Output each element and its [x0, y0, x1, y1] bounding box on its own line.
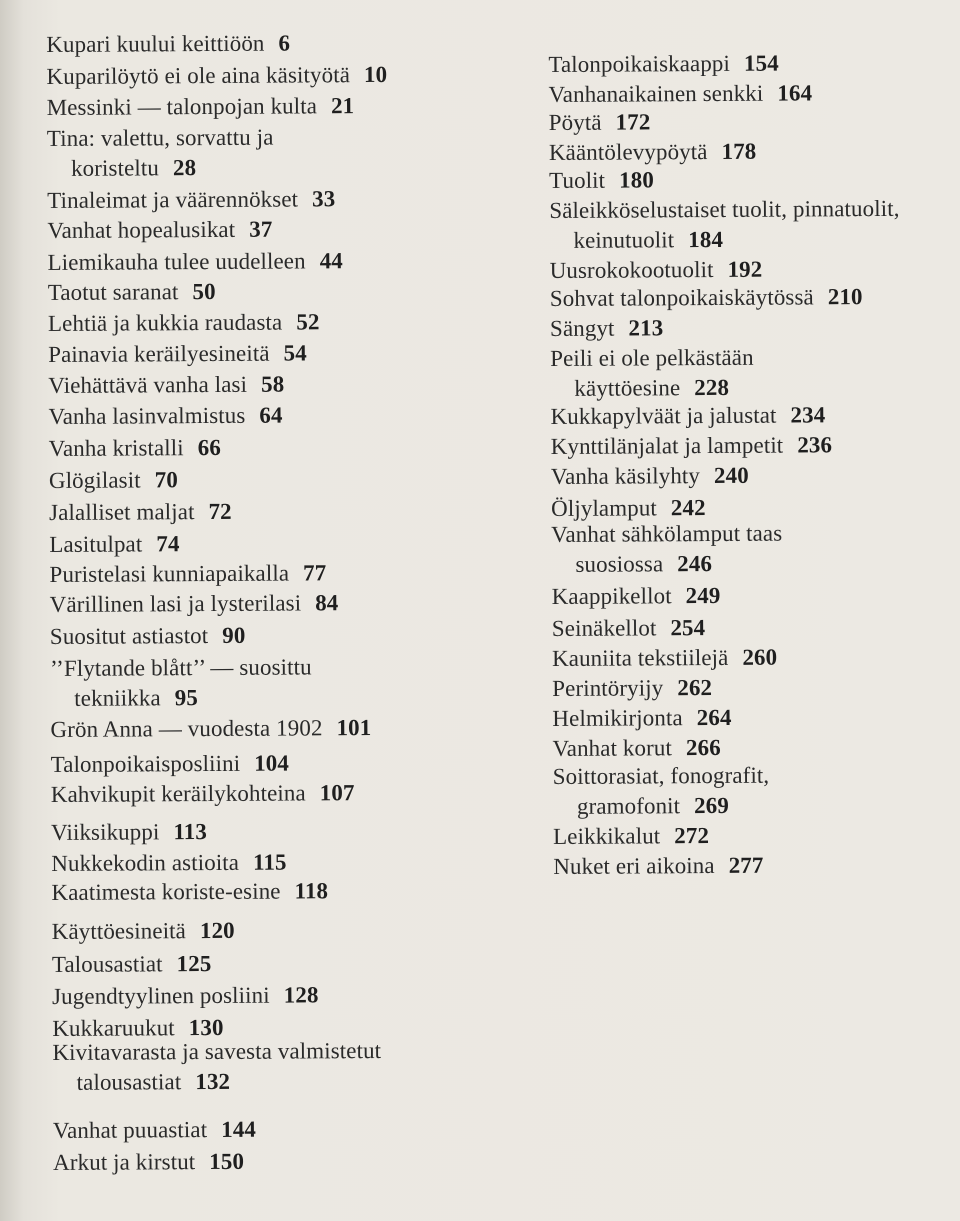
- toc-entry: [52, 949, 212, 980]
- toc-entry-title: Vanhat korut: [552, 735, 673, 761]
- toc-entry: [50, 652, 312, 714]
- toc-entry: [552, 703, 731, 734]
- toc-entry: [47, 123, 274, 184]
- toc-entry-title: Jugendtyylinen posliini: [52, 982, 270, 1009]
- toc-entry-page-number: 228: [694, 374, 730, 401]
- toc-entry-title: Kivitavarasta ja savesta valmistetut: [52, 1037, 382, 1065]
- toc-entry-title: Vanhat puuastiat: [52, 1117, 208, 1143]
- toc-entry: [49, 558, 326, 590]
- toc-entry: [49, 465, 178, 496]
- toc-entry: [48, 370, 284, 401]
- toc-entry-title: Seinäkellot: [551, 615, 657, 641]
- toc-entry-title: Suositut astiastot: [49, 623, 209, 649]
- toc-entry-title: Kupari kuului keittiöön: [46, 30, 265, 57]
- toc-entry-title: Kauniita tekstiilejä: [551, 644, 729, 671]
- toc-entry-page-number: 21: [330, 93, 355, 119]
- toc-entry: [49, 433, 221, 464]
- toc-entry: [550, 282, 863, 314]
- toc-entry-title: Kukkapylväät ja jalustat: [550, 402, 777, 429]
- toc-entry: [51, 848, 287, 879]
- toc-entry-title: Vanhat sähkölamput taas: [551, 520, 783, 547]
- toc-entry-title: Taotut saranat: [47, 279, 179, 305]
- toc-entry-page-number: 130: [188, 1014, 224, 1041]
- toc-entry-title: Perintöryijy: [552, 675, 664, 701]
- toc-entry-title: Tinaleimat ja väärennökset: [47, 186, 299, 213]
- toc-entry-page-number: 120: [199, 917, 235, 944]
- toc-entry-continuation-text: gramofonit: [576, 793, 681, 819]
- toc-entry-page-number: 84: [315, 590, 339, 616]
- toc-entry-title: Sohvat talonpoikaiskäytössä: [549, 284, 814, 311]
- toc-entry: [552, 673, 712, 704]
- toc-entry: [53, 1147, 244, 1178]
- toc-entry-title: ’’Flytande blått’’ — suosittu: [50, 654, 312, 681]
- toc-entry-continuation: [53, 1066, 382, 1098]
- toc-entry: [48, 307, 320, 339]
- toc-entry: [48, 338, 307, 370]
- toc-entry: [50, 713, 371, 745]
- toc-entry-title: Talonpoikaisposliini: [50, 750, 241, 777]
- toc-entry-title: Nuket eri aikoina: [553, 852, 715, 879]
- toc-entry-page-number: 54: [283, 340, 307, 366]
- toc-entry: [549, 194, 900, 256]
- toc-entry-page-number: 269: [694, 792, 730, 819]
- toc-entry-title: Tina: valettu, sorvattu ja: [46, 124, 274, 151]
- toc-entry: [51, 778, 355, 810]
- toc-entry-continuation-text: käyttöesine: [574, 375, 681, 401]
- toc-entry-title: Kaappikellot: [551, 583, 672, 609]
- toc-entry-page-number: 262: [677, 675, 713, 701]
- toc-entry-page-number: 70: [154, 467, 178, 493]
- toc-entry-page-number: 44: [319, 248, 343, 274]
- toc-entry-page-number: 264: [696, 704, 732, 731]
- toc-entry-page-number: 90: [222, 622, 246, 648]
- toc-entry: [551, 519, 782, 580]
- toc-entry-title: Vanhat hopealusikat: [47, 216, 236, 243]
- toc-entry-continuation-text: tekniikka: [74, 685, 161, 711]
- toc-entry-title: Käyttöesineitä: [51, 918, 187, 944]
- toc-entry-page-number: 113: [173, 819, 208, 845]
- toc-entry: [48, 277, 216, 308]
- toc-entry-page-number: 125: [176, 951, 212, 977]
- toc-entry-title: Talonpoikaiskaappi: [548, 50, 731, 77]
- toc-entry-page-number: 33: [312, 186, 336, 212]
- toc-entry: [549, 137, 757, 168]
- toc-entry: [553, 851, 763, 882]
- toc-entry-page-number: 184: [688, 226, 724, 253]
- toc-entry: [550, 343, 754, 404]
- toc-entry-continuation-text: koristeltu: [70, 155, 159, 181]
- toc-entry-page-number: 277: [728, 852, 764, 878]
- toc-entry: [551, 461, 749, 492]
- toc-entry-page-number: 104: [254, 750, 290, 776]
- toc-entry-title: Sängyt: [549, 315, 615, 341]
- toc-entry-page-number: 95: [174, 685, 199, 711]
- toc-entry-page-number: 128: [283, 982, 319, 1008]
- toc-entry-title: Jalalliset maljat: [49, 499, 195, 525]
- toc-entry: [46, 60, 387, 92]
- toc-entry-title: Vanhanaikainen senkki: [548, 80, 764, 107]
- toc-entry: [553, 761, 770, 822]
- toc-entry: [48, 246, 343, 278]
- toc-entry: [550, 400, 825, 432]
- toc-entry-title: Kuparilöytö ei ole aina käsityötä: [46, 62, 351, 89]
- toc-entry-title: Lehtiä ja kukkia raudasta: [47, 309, 283, 336]
- toc-entry-page-number: 172: [615, 109, 651, 135]
- toc-entry: [51, 749, 289, 780]
- toc-entry-page-number: 234: [790, 402, 826, 428]
- toc-entry: [552, 581, 721, 612]
- toc-entry-page-number: 144: [221, 1116, 257, 1142]
- toc-entry: [46, 29, 290, 60]
- toc-entry-page-number: 52: [296, 309, 320, 335]
- toc-entry-continuation: [47, 153, 274, 184]
- toc-entry-page-number: 115: [252, 849, 287, 875]
- toc-entry-title: Talousastiat: [51, 951, 163, 977]
- toc-entry: [52, 980, 319, 1012]
- toc-entry-continuation-text: suosiossa: [575, 551, 664, 577]
- toc-entry-page-number: 249: [685, 582, 721, 609]
- toc-entry-title: Kynttilänjalat ja lampetit: [550, 432, 784, 459]
- toc-entry-page-number: 37: [249, 216, 273, 242]
- toc-entry-continuation: [50, 682, 312, 714]
- toc-entry-page-number: 260: [742, 644, 778, 670]
- toc-entry-title: Vanha kristalli: [48, 435, 184, 461]
- toc-entry: [552, 613, 706, 644]
- toc-entry-continuation: [553, 791, 770, 822]
- toc-entry: [548, 78, 812, 110]
- toc-entry-page-number: 66: [197, 434, 222, 461]
- toc-entry-title: Vanha käsilyhty: [550, 463, 701, 489]
- toc-entry-title: Viehättävä vanha lasi: [48, 371, 248, 398]
- toc-entry-title: Soittorasiat, fonografit,: [552, 762, 770, 789]
- toc-entry: [47, 215, 272, 246]
- toc-entry-title: Kukkaruukut: [52, 1015, 175, 1041]
- toc-entry-title: Pöytä: [548, 109, 602, 135]
- toc-entry-page-number: 72: [208, 498, 232, 525]
- toc-entry-title: Lasitulpat: [49, 531, 143, 557]
- toc-entry-title: Säleikköselustaiset tuolit, pinnatuolit,: [549, 195, 900, 223]
- toc-entry-title: Kääntölevypöytä: [548, 139, 708, 165]
- toc-entry-page-number: 240: [713, 462, 749, 488]
- toc-entry-page-number: 246: [677, 551, 713, 577]
- toc-entry-page-number: 118: [294, 878, 329, 904]
- toc-entry-page-number: 77: [303, 560, 327, 586]
- toc-entry-title: Leikkikalut: [553, 823, 661, 849]
- toc-entry-page-number: 254: [670, 615, 706, 641]
- toc-entry-title: Arkut ja kirstut: [53, 1149, 196, 1175]
- toc-entry-page-number: 101: [336, 715, 372, 741]
- toc-entry-page-number: 107: [319, 780, 355, 806]
- toc-entry-page-number: 58: [260, 371, 285, 397]
- toc-entry: [48, 401, 282, 432]
- toc-entry-page-number: 178: [721, 138, 757, 164]
- toc-entry-title: Helmikirjonta: [552, 705, 683, 731]
- toc-entry-page-number: 10: [363, 61, 388, 88]
- toc-entry-title: Glögilasit: [48, 467, 141, 493]
- toc-entry: [553, 821, 709, 852]
- toc-entry: [548, 49, 779, 80]
- toc-entry-title: Uusrokokootuolit: [549, 256, 714, 283]
- toc-entry-title: Värillinen lasi ja lysterilasi: [49, 590, 302, 617]
- toc-entry-title: Öljylamput: [551, 495, 657, 521]
- toc-entry: [551, 430, 833, 462]
- toc-entry: [550, 313, 663, 344]
- toc-entry-page-number: 50: [192, 278, 216, 305]
- toc-entry-page-number: 154: [743, 50, 779, 76]
- toc-entry: [49, 497, 232, 528]
- toc-entry: [552, 733, 720, 764]
- toc-entry: [51, 876, 328, 908]
- toc-entry-continuation-text: talousastiat: [76, 1069, 182, 1095]
- toc-entry-page-number: 6: [278, 30, 291, 56]
- toc-entry-continuation-text: keinutuolit: [573, 227, 675, 253]
- toc-entry-continuation: [550, 373, 754, 404]
- toc-entry-page-number: 180: [619, 167, 655, 193]
- toc-entry: [50, 621, 246, 652]
- toc-entry: [47, 184, 335, 216]
- toc-entry-title: Puristelasi kunniapaikalla: [49, 560, 290, 587]
- toc-entry: [550, 255, 763, 286]
- toc-entry-page-number: 28: [172, 155, 197, 181]
- toc-entry-page-number: 164: [777, 80, 813, 106]
- toc-entry-title: Kaatimesta koriste-esine: [51, 878, 281, 905]
- toc-entry-page-number: 210: [827, 284, 863, 310]
- toc-entry-page-number: 64: [259, 402, 283, 428]
- toc-entry: [549, 107, 651, 138]
- toc-entry: [549, 165, 654, 196]
- toc-entry-title: Painavia keräilyesineitä: [48, 340, 270, 367]
- toc-entry: [49, 529, 179, 560]
- toc-entry-page-number: 213: [628, 315, 664, 341]
- toc-entry-page-number: 266: [685, 734, 721, 761]
- toc-entry-continuation: [549, 224, 899, 256]
- toc-entry: [47, 91, 355, 123]
- toc-entry-page-number: 236: [797, 432, 833, 458]
- toc-entry-title: Viiksikuppi: [51, 819, 160, 845]
- toc-entry-page-number: 74: [156, 531, 180, 557]
- toc-entry: [52, 1036, 381, 1098]
- toc-entry: [552, 643, 777, 674]
- toc-entry: [53, 1115, 256, 1146]
- toc-entry-title: Liemikauha tulee uudelleen: [47, 248, 306, 275]
- toc-entry-title: Messinki — talonpojan kulta: [46, 93, 318, 120]
- toc-entry: [50, 588, 339, 620]
- toc-entry-page-number: 132: [195, 1068, 231, 1095]
- toc-entry-continuation: [551, 549, 782, 580]
- toc-entry-title: Kahvikupit keräilykohteina: [50, 780, 306, 807]
- toc-entry-title: Peili ei ole pelkästään: [550, 344, 754, 371]
- toc-entry: [51, 817, 207, 848]
- toc-entry: [52, 916, 235, 947]
- toc-entry-title: Vanha lasinvalmistus: [48, 402, 246, 429]
- toc-entry-page-number: 192: [727, 256, 763, 282]
- toc-entry-page-number: 272: [674, 823, 710, 849]
- toc-entry-title: Nukkekodin astioita: [51, 849, 240, 876]
- toc-entry-title: Grön Anna — vuodesta 1902: [50, 715, 323, 742]
- toc-entry-page-number: 242: [670, 495, 706, 521]
- toc-entry-title: Tuolit: [549, 167, 606, 193]
- toc-entry-page-number: 150: [209, 1148, 245, 1175]
